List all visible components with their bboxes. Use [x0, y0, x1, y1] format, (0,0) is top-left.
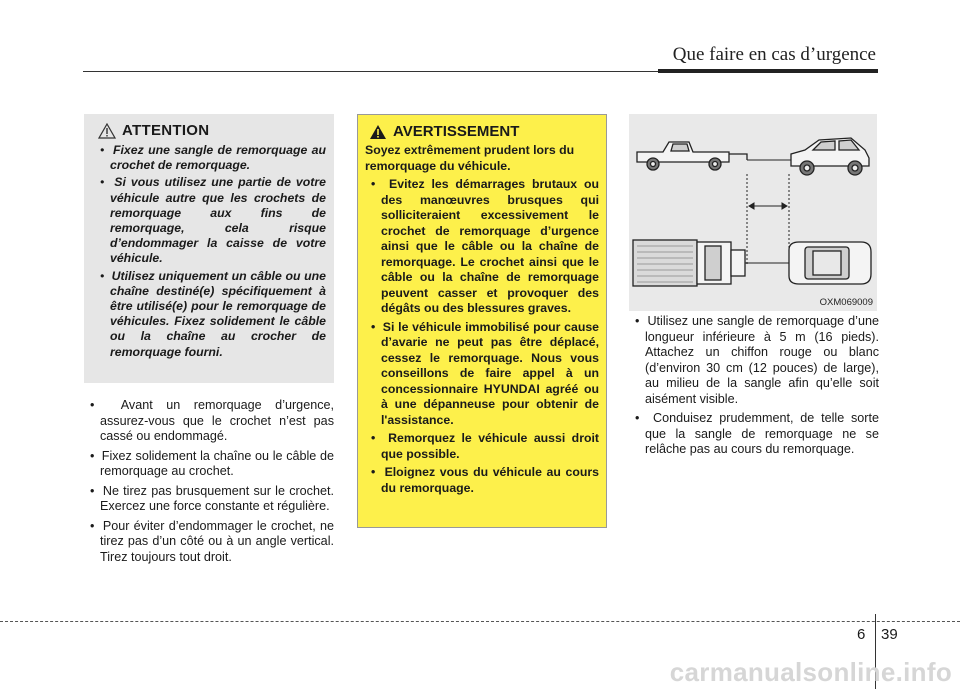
header-accent-bar	[658, 69, 878, 73]
attention-title: ATTENTION	[122, 122, 210, 139]
figure-caption: OXM069009	[819, 297, 873, 308]
warning-triangle-icon	[98, 123, 116, 139]
attention-list	[94, 143, 326, 360]
list-item: • Utilisez une sangle de remorquage d’une longueur inférieure à 5 m (16 pieds). Attachez un chiffon rouge ou blanc (d’environ 30 cm (12 pouces) de large), au milieu de la sangle afin qu’elle soit aisément visible.	[635, 314, 879, 406]
list-item: • Pour éviter d’endommager le crochet, ne tirez pas d’un côté ou à un angle vertical. Tirez toujours tout droit.	[90, 518, 334, 564]
warning-item: • Eloignez vous du véhicule au cours du remorquage.	[371, 465, 599, 495]
warning-intro: Soyez extrêmement prudent lors du remorquage du véhicule.	[365, 143, 575, 173]
list-item: • Avant un remorquage d’urgence, assurez-vous que le crochet n’est pas cassé ou endommagé.	[90, 398, 334, 443]
suv-side-icon	[791, 138, 869, 175]
suv-top-icon	[789, 242, 871, 284]
footer-rule	[0, 621, 960, 622]
warning-heading	[369, 123, 599, 140]
warning-list	[365, 177, 599, 496]
warning-item: • Remorquez le véhicule aussi droit que possible.	[371, 431, 599, 461]
warning-item: • Si le véhicule immobilisé pour cause d’avarie ne peut pas être déplacé, cessez le remorquage. Nous vous conseillons de faire appel à un concessionnaire HYUNDAI agréé ou à une dépanneuse pour obtenir de l'assistance.	[371, 319, 600, 427]
list-item: • Ne tirez pas brusquement sur le crochet. Exercez une force constante et régulière.	[90, 483, 334, 513]
attention-box	[84, 114, 334, 383]
towing-illustration	[629, 114, 877, 311]
attention-heading	[98, 122, 326, 139]
warning-title: AVERTISSEMENT	[393, 123, 520, 140]
page-header-title: Que faire en cas d’urgence	[672, 44, 876, 65]
attention-item: • Fixez une sangle de remorquage au crochet de remorquage.	[100, 143, 326, 173]
page-number: 39	[881, 626, 898, 643]
tow-truck-side-icon	[637, 142, 747, 170]
warning-item: • Evitez les démarrages brutaux ou des manœuvres brusques qui solliciteraient excessivement le crochet de remorquage d’urgence ainsi que le câble ou la chaîne de remorquage. Le crochet ainsi que le câble ou la chaîne de remorquage peuvent casser et provoquer des dégâts ou des blessures graves.	[371, 177, 599, 315]
warning-box	[357, 114, 607, 528]
list-item: • Fixez solidement la chaîne ou le câble de remorquage au crochet.	[90, 448, 334, 478]
warning-triangle-icon	[369, 124, 387, 140]
list-item: • Conduisez prudemment, de telle sorte que la sangle de remorquage ne se relâche pas au cours du remorquage.	[635, 411, 879, 456]
tow-truck-top-icon	[633, 240, 745, 286]
distance-indicator	[747, 174, 789, 264]
attention-item: • Si vous utilisez une partie de votre véhicule autre que les crochets de remorquage aux fins de remorquage, cela risque d’endommager la caisse de votre véhicule.	[100, 175, 326, 266]
attention-item: • Utilisez uniquement un câble ou une chaîne destiné(e) spécifiquement à être utilisé(e) pour le remorquage de véhicules. Fixez solidement le câble ou la chaîne au crocher de remorquage fourni.	[100, 268, 326, 359]
right-instructions-list	[629, 314, 879, 462]
section-number: 6	[857, 626, 866, 643]
left-instructions-list	[84, 398, 334, 569]
towing-diagram	[629, 114, 877, 311]
watermark: carmanualsonline.info	[669, 657, 952, 687]
